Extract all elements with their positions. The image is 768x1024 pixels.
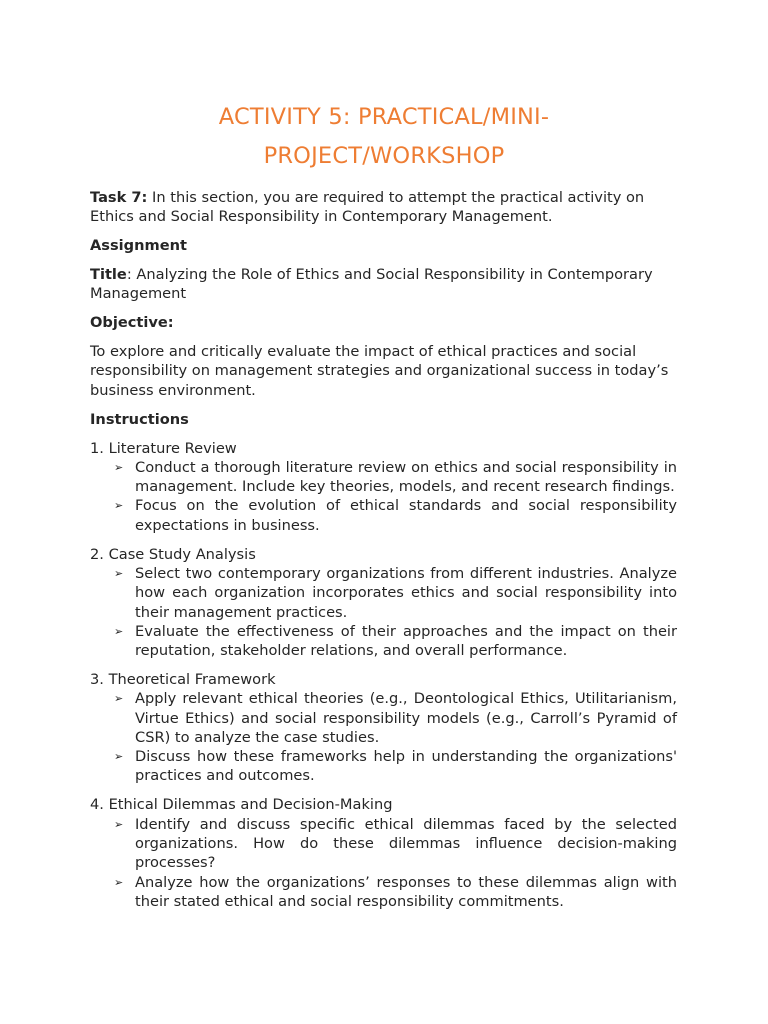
bullet-text: Apply relevant ethical theories (e.g., Deontological Ethics, Utilitarianism, Virtue Ethics) and social responsibility models (e.g., Carroll’s Pyramid of CSR) to analyze the case studies. bbox=[135, 690, 677, 746]
assignment-label: Assignment bbox=[90, 237, 187, 255]
bullet-text: Conduct a thorough literature review on ethics and social responsibility in management. Include key theories, models, and recent research findings. bbox=[135, 458, 677, 496]
bullet-item bbox=[114, 689, 677, 747]
bullet-item bbox=[114, 873, 677, 912]
bullet-text: Analyze how the organizations’ responses to these dilemmas align with their stated ethical and social responsibility commitments. bbox=[135, 873, 677, 910]
bullet-text: Identify and discuss specific ethical dilemmas faced by the selected organizations. How do these dilemmas influence decision-making processes? bbox=[135, 815, 677, 872]
bullet-text: Discuss how these frameworks help in understanding the organizations' practices and outcomes. bbox=[135, 748, 677, 785]
title-text: : Analyzing the Role of Ethics and Social Responsibility in Contemporary Management bbox=[90, 266, 653, 303]
instructions-heading bbox=[90, 410, 677, 429]
instruction-section bbox=[90, 545, 677, 661]
arrowhead-right-icon: ➢ bbox=[114, 875, 124, 889]
task-text: In this section, you are required to attempt the practical activity on Ethics and Social Responsibility in Contemporary Management. bbox=[90, 189, 645, 226]
arrowhead-right-icon: ➢ bbox=[114, 499, 124, 513]
instruction-section-title: 4. Ethical Dilemmas and Decision-Making bbox=[90, 796, 393, 814]
bullet-list bbox=[90, 564, 677, 660]
arrowhead-right-icon: ➢ bbox=[114, 692, 124, 706]
bullet-item bbox=[114, 564, 677, 622]
arrowhead-right-icon: ➢ bbox=[114, 817, 124, 831]
objective-label: Objective: bbox=[90, 314, 174, 332]
instruction-section-title: 2. Case Study Analysis bbox=[90, 545, 256, 563]
bullet-item bbox=[114, 496, 677, 535]
arrowhead-right-icon: ➢ bbox=[114, 460, 124, 474]
instructions-label: Instructions bbox=[90, 410, 189, 428]
arrowhead-right-icon: ➢ bbox=[114, 624, 124, 638]
instructions-list bbox=[90, 439, 677, 912]
page-title bbox=[90, 98, 678, 176]
arrowhead-right-icon: ➢ bbox=[114, 750, 124, 764]
bullet-text: Select two contemporary organizations from different industries. Analyze how each organization incorporates ethics and social responsibility into their management practices. bbox=[135, 564, 677, 621]
bullet-text: Evaluate the effectiveness of their approaches and the impact on their reputation, stakeholder relations, and overall performance. bbox=[135, 622, 677, 660]
bullet-item bbox=[114, 815, 677, 873]
instruction-section-title: 3. Theoretical Framework bbox=[90, 670, 276, 688]
page-title-line-1: ACTIVITY 5: PRACTICAL/MINI- bbox=[218, 104, 550, 130]
instruction-section bbox=[90, 670, 677, 786]
task-label: Task 7: bbox=[90, 189, 148, 206]
instruction-section-title: 1. Literature Review bbox=[90, 439, 237, 457]
bullet-item bbox=[114, 458, 677, 497]
bullet-item bbox=[114, 747, 677, 786]
arrowhead-right-icon: ➢ bbox=[114, 566, 124, 580]
bullet-item bbox=[114, 622, 677, 661]
assignment-heading bbox=[90, 236, 677, 255]
objective-paragraph: To explore and critically evaluate the impact of ethical practices and social responsibility on management strategies and organizational success in today’s business environment. bbox=[90, 343, 669, 399]
title-label: Title bbox=[90, 266, 127, 284]
bullet-text: Focus on the evolution of ethical standards and social responsibility expectations in business. bbox=[135, 497, 677, 534]
title-paragraph bbox=[90, 265, 677, 304]
objective-heading bbox=[90, 313, 677, 332]
bullet-list bbox=[90, 689, 677, 785]
page-title-line-2: PROJECT/WORKSHOP bbox=[263, 143, 505, 169]
instruction-section bbox=[90, 795, 677, 911]
document-body bbox=[90, 188, 677, 921]
bullet-list bbox=[90, 815, 677, 911]
bullet-list bbox=[90, 458, 677, 535]
instruction-section bbox=[90, 439, 677, 535]
task-paragraph bbox=[90, 188, 677, 227]
